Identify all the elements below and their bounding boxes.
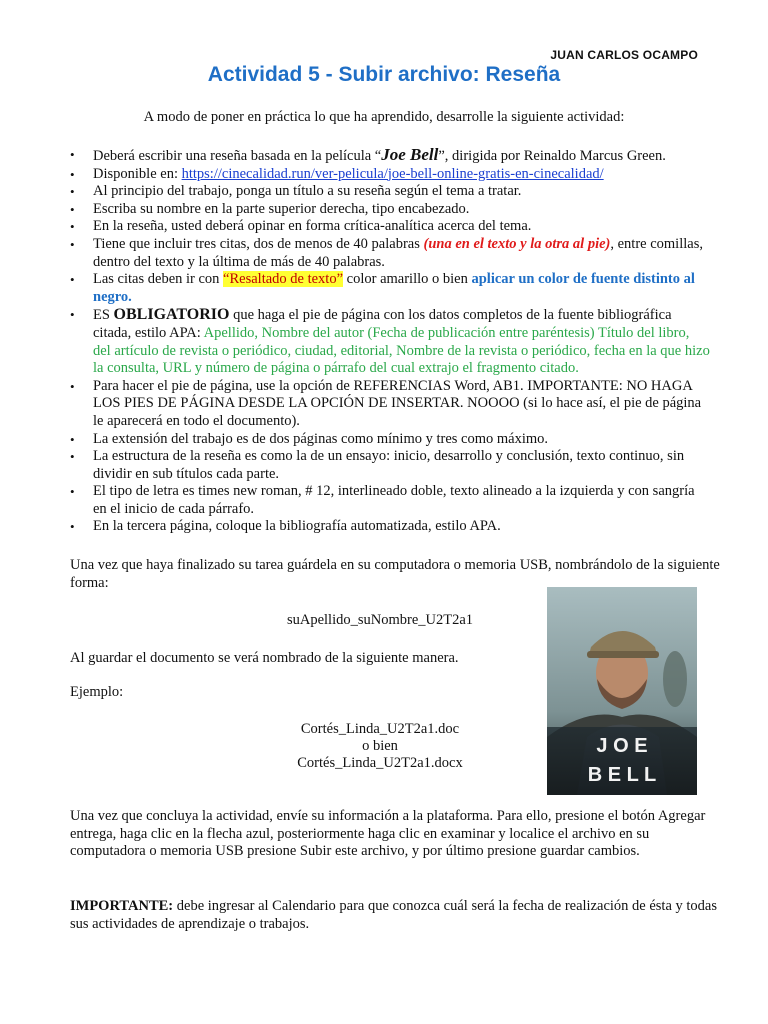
movie-poster (547, 587, 697, 795)
list-item (70, 236, 710, 271)
list-item: • La extensión del trabajo es de dos páginas como mínimo y tres como máximo. (70, 431, 710, 449)
list-item-text: Deberá escribir una reseña basada en la película “ (93, 148, 382, 164)
highlighted-text: “Resaltado de texto” (223, 271, 344, 288)
example-or: o bien (362, 738, 398, 754)
paragraph-naming: Al guardar el documento se verá nombrado de la siguiente manera. (70, 650, 459, 666)
list-item: • Escriba su nombre en la parte superior derecha, tipo encabezado. (70, 201, 710, 219)
filename-pattern: suApellido_suNombre_U2T2a1 (286, 612, 474, 628)
red-emphasis: (una en el texto y la otra al pie) (423, 235, 611, 252)
important-label: IMPORTANTE: (70, 898, 174, 914)
movie-link[interactable]: https://cinecalidad.run/ver-pelicula/joe-bell-online-gratis-en-cinecalidad/ (181, 165, 604, 182)
list-item: • El tipo de letra es times new roman, # 12, interlineado doble, texto alineado a la izquierda y con sangría en el inicio de cada párrafo. (70, 483, 710, 518)
list-item: • En la tercera página, coloque la bibliografía automatizada, estilo APA. (70, 518, 710, 536)
list-item: • Para hacer el pie de página, use la opción de REFERENCIAS Word, AB1. IMPORTANTE: NO HAGA LOS PIES DE PÁGINA DESDE LA OPCIÓN DE INSERTAR. NOOOO (si lo hace así, el pie de página le aparecerá en todo el documento). (70, 378, 710, 431)
page-title: Actividad 5 - Subir archivo: Reseña (207, 63, 561, 86)
instructions-list (70, 146, 710, 536)
poster-title-line2: B E L L (587, 764, 657, 786)
list-item: • Al principio del trabajo, ponga un título a su reseña según el tema a tratar. (70, 183, 710, 201)
author-header: JUAN CARLOS OCAMPO (550, 48, 698, 62)
list-item-text: que haga el pie de página con los datos completos de la fuente bibliográfica citada, estilo APA: (93, 307, 672, 341)
apa-format-text: Apellido, Nombre del autor (Fecha de publicación entre paréntesis) Título del libro, del artículo de revista o periódico, ciudad, editorial, Nombre de la revista o periódico, fecha en la que hizo la consulta, URL y número de página o párrafo del cual extrajo el fragmento citado. (93, 324, 710, 377)
list-item-text: ES (93, 307, 114, 324)
example-doc: Cortés_Linda_U2T2a1.doc (300, 721, 460, 737)
paragraph-important (70, 898, 720, 933)
paragraph-example: Ejemplo: (70, 684, 124, 700)
obligatorio-text: OBLIGATORIO (113, 306, 230, 324)
list-item (70, 271, 710, 306)
list-item-text: ”, dirigida por Reinaldo Marcus Green. (438, 148, 666, 164)
intro-text: A modo de poner en práctica lo que ha aprendido, desarrolle la siguiente actividad: (143, 109, 625, 125)
list-item-text: Disponible en: (93, 165, 182, 182)
list-item (70, 146, 710, 166)
list-item-text: , entre comillas, dentro del texto y la última de más de 40 palabras. (93, 235, 703, 270)
list-item-text: Tiene que incluir tres citas, dos de menos de 40 palabras (93, 235, 424, 252)
poster-title-line1: J O E (596, 735, 648, 757)
paragraph-submit: Una vez que concluya la actividad, envíe su información a la plataforma. Para ello, presione el botón Agregar entrega, haga clic en la flecha azul, posteriormente haga clic en examinar y localice el archivo en su computadora o memoria USB presione Subir este archivo, y por último presione guardar cambios. (70, 808, 706, 860)
list-item-text: color amarillo o bien (343, 271, 472, 288)
list-item (70, 306, 710, 377)
list-item: • En la reseña, usted deberá opinar en forma crítica-analítica acerca del tema. (70, 218, 710, 236)
movie-title: Joe Bell (381, 145, 439, 164)
important-text: debe ingresar al Calendario para que conozca cuál será la fecha de realización de ésta y todas sus actividades de aprendizaje o trabajos. (70, 898, 718, 932)
list-item (70, 166, 710, 184)
paragraph-save: Una vez que haya finalizado su tarea guárdela en su computadora o memoria USB, nombrándolo de la siguiente forma: (70, 557, 720, 591)
blue-emphasis: aplicar un color de fuente distinto al negro. (93, 271, 695, 305)
example-docx: Cortés_Linda_U2T2a1.docx (297, 755, 463, 771)
list-item: • La estructura de la reseña es como la de un ensayo: inicio, desarrollo y conclusión, texto continuo, sin dividir en sub títulos cada parte. (70, 448, 710, 483)
list-item-text: Las citas deben ir con (93, 271, 224, 288)
